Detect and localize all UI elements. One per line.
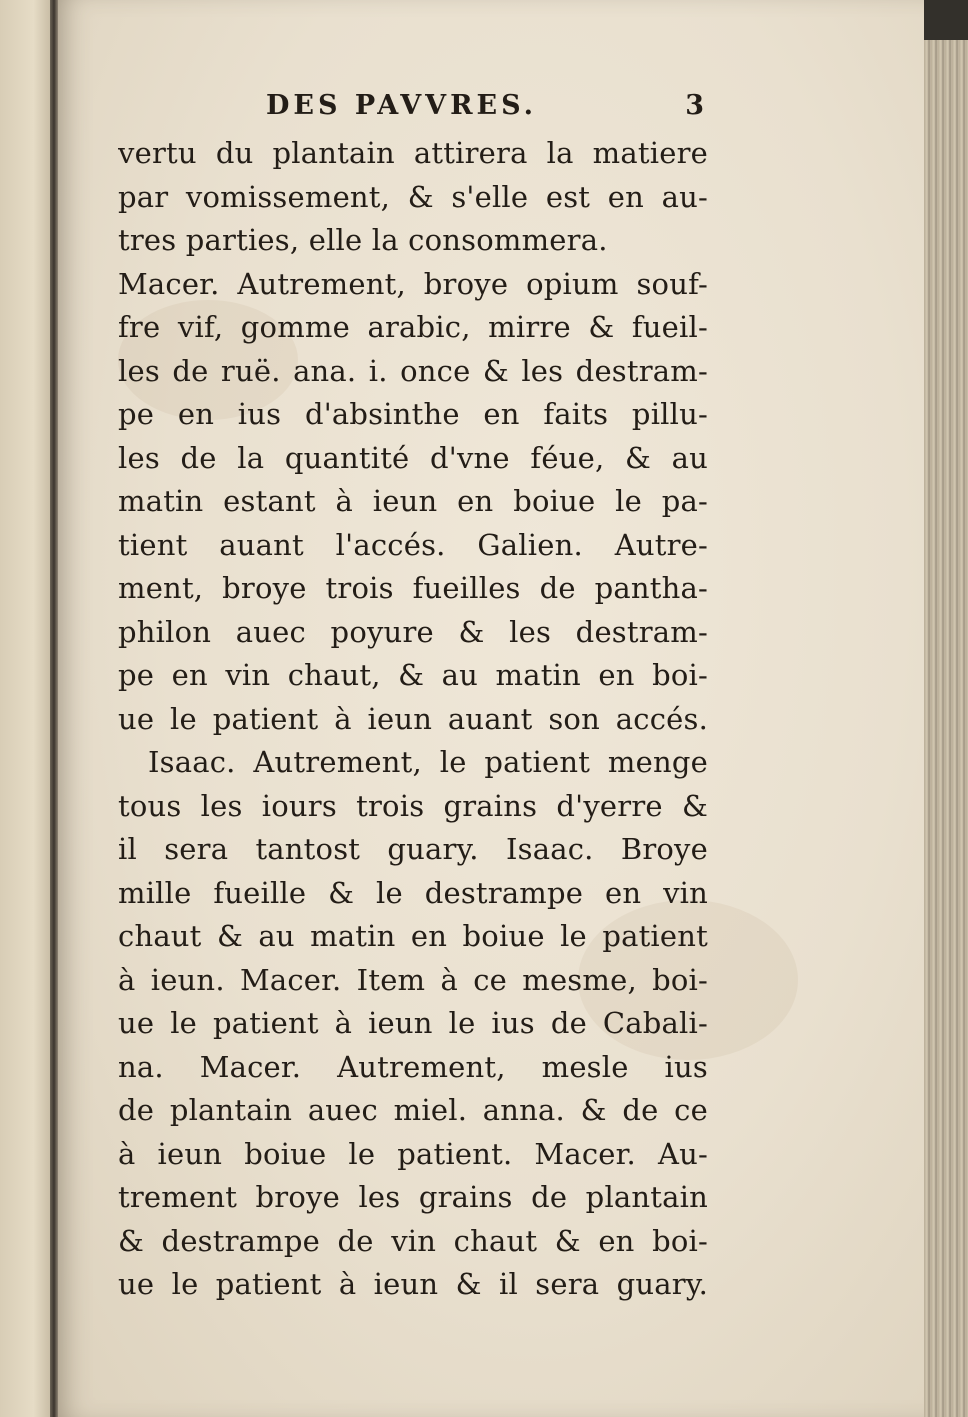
- text-line: il sera tantost guary. Isaac. Broye: [118, 832, 708, 866]
- text-line: ue le patient à ieun & il sera guary.: [118, 1267, 708, 1301]
- text-line: & destrampe de vin chaut & en boi-: [118, 1223, 708, 1258]
- text-line: par vomissement, & s'elle est en au-: [118, 179, 708, 214]
- text-line: Isaac. Autrement, le patient menge: [148, 745, 708, 779]
- running-head: [118, 86, 708, 132]
- text-line: ment, broye trois fueilles de pantha-: [118, 571, 708, 605]
- text-line: de plantain auec miel. anna. & de ce: [118, 1093, 708, 1127]
- page-number: 3: [685, 90, 708, 121]
- text-line: pe en vin chaut, & au matin en boi-: [118, 658, 708, 692]
- text-line: Macer. Autrement, broye opium souf-: [118, 266, 708, 301]
- text-line: à ieun. Macer. Item à ce mesme, boi-: [118, 962, 708, 997]
- body-text: [118, 132, 708, 1307]
- text-line: pe en ius d'absinthe en faits pillu-: [118, 397, 708, 431]
- page-text-block: [118, 86, 708, 1307]
- previous-page-edge: [0, 0, 56, 1417]
- text-line: philon auec poyure & les destram-: [118, 614, 708, 649]
- book-gutter: [50, 0, 58, 1417]
- text-line: les de la quantité d'vne féue, & au: [118, 440, 708, 475]
- text-line: tres parties, elle la consommera.: [118, 223, 608, 257]
- text-line: vertu du plantain attirera la matiere: [118, 136, 708, 170]
- text-line: à ieun boiue le patient. Macer. Au-: [118, 1136, 708, 1171]
- text-line: les de ruë. ana. i. once & les destram-: [118, 353, 708, 388]
- text-line: ue le patient à ieun auant son accés.: [118, 701, 708, 736]
- text-line: matin estant à ieun en boiue le pa-: [118, 484, 708, 518]
- page-edges: [924, 40, 968, 1417]
- text-line: tous les iours trois grains d'yerre &: [118, 788, 708, 823]
- text-line: chaut & au matin en boiue le patient: [118, 919, 708, 953]
- running-head-title: DES PAVVRES.: [266, 90, 538, 121]
- text-line: mille fueille & le destrampe en vin: [118, 875, 708, 910]
- text-line: na. Macer. Autrement, mesle ius: [118, 1049, 708, 1084]
- text-line: ue le patient à ieun le ius de Cabali-: [118, 1006, 708, 1040]
- text-line: trement broye les grains de plantain: [118, 1180, 708, 1214]
- text-line: tient auant l'accés. Galien. Autre-: [118, 527, 708, 562]
- text-line: fre vif, gomme arabic, mirre & fueil-: [118, 310, 708, 344]
